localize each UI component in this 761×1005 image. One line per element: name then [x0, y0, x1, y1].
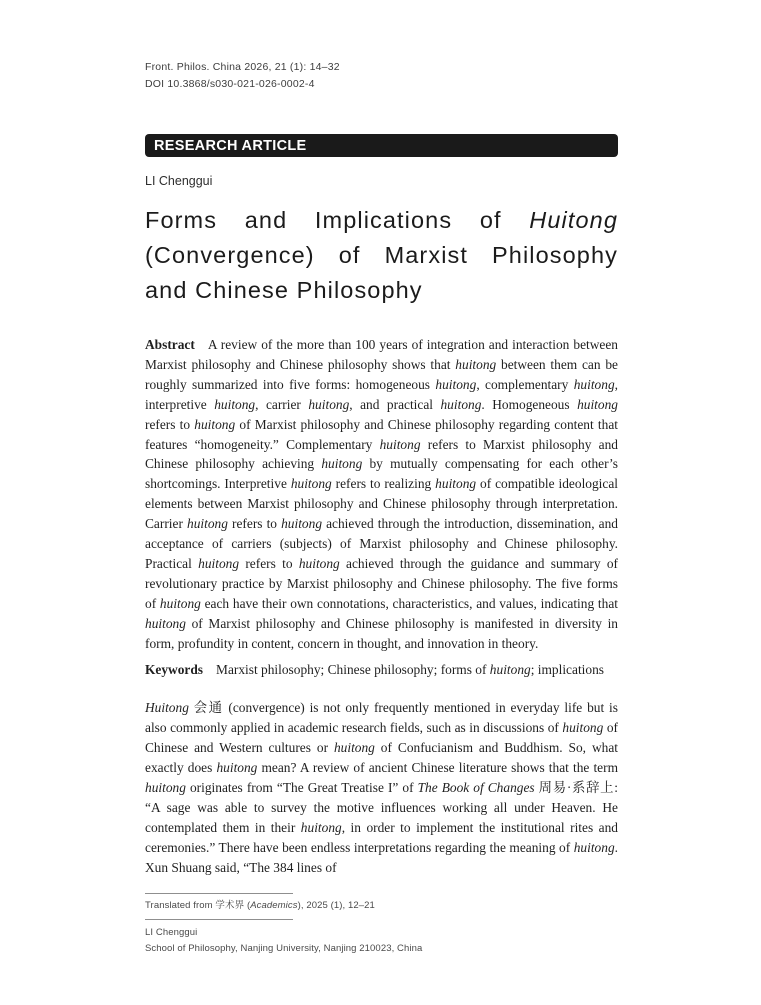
article-title — [145, 203, 618, 308]
content-column — [145, 0, 618, 956]
article-type-label: RESEARCH ARTICLE — [154, 137, 307, 154]
body-text: Huitong 会通 (convergence) is not only frequently mentioned in everyday life but is also commonly applied in academic research fields, such as in discussions of huitong of Chinese and Western cultures or huitong of Confucianism and Buddhism. So, what exactly does huitong mean? A review of ancient Chinese literature shows that the term huitong originates from “The Great Treatise I” of The Book of Changes 周易·系辞上: “A sage was able to survey the motive influences working all under Heaven. He contemplated them in their huitong, in order to implement the institutional rites and ceremonies.” There have been endless interpretations regarding the meaning of huitong. Xun Shuang said, “The 384 lines of — [145, 700, 618, 876]
journal-header — [145, 0, 618, 93]
author-name: LI Chenggui — [145, 174, 213, 188]
footnote-translation: Translated from 学术界 (Academics), 2025 (1), 12–21 — [145, 900, 375, 912]
abstract-paragraph — [145, 335, 618, 654]
footnote-separator-bottom — [145, 919, 293, 920]
research-article-banner — [145, 134, 618, 157]
footnote-affiliation: School of Philosophy, Nanjing University, Nanjing 210023, China — [145, 943, 423, 955]
abstract-text: A review of the more than 100 years of integration and interaction between Marxist philosophy and Chinese philosophy shows that huitong between them can be roughly summarized into five forms: homogeneous huitong, complementary huitong, interpretive huitong, carrier huitong, and practical huitong. Homogeneous huitong refers to huitong of Marxist philosophy and Chinese philosophy regarding content that features “homogeneity.” Complementary huitong refers to Marxist philosophy and Chinese philosophy achieving huitong by mutually compensating for each other’s shortcomings. Interpretive huitong refers to realizing huitong of compatible ideological elements between Marxist philosophy and Chinese philosophy through interpretation. Carrier huitong refers to huitong achieved through the introduction, dissemination, and acceptance of carriers (subjects) of Marxist philosophy and Chinese philosophy. Practical huitong refers to huitong achieved through the guidance and summary of revolutionary practice by Marxist philosophy and Chinese philosophy. The five forms of huitong each have their own connotations, characteristics, and values, indicating that huitong of Marxist philosophy and Chinese philosophy is manifested in diversity in form, profundity in content, concern in thought, and innovation in theory. — [145, 337, 619, 651]
footnote-separator-top — [145, 893, 293, 894]
journal-reference: Front. Philos. China 2026, 21 (1): 14–32 — [145, 61, 340, 73]
footnote-block — [145, 893, 618, 956]
doi: DOI 10.3868/s030-021-026-0002-4 — [145, 78, 315, 90]
keywords-label: Keywords — [145, 661, 204, 677]
keywords-text: Marxist philosophy; Chinese philosophy; forms of huitong; implications — [216, 661, 604, 677]
footnote-author: LI Chenggui — [145, 927, 198, 939]
title-line-2: (Convergence) of Marxist Philosophy — [145, 242, 618, 268]
abstract-label: Abstract — [145, 337, 195, 352]
title-line-1: Forms and Implications of Huitong — [145, 207, 618, 233]
keywords-line — [145, 660, 618, 680]
title-line-3: and Chinese Philosophy — [145, 277, 423, 303]
body-paragraph — [145, 698, 618, 878]
